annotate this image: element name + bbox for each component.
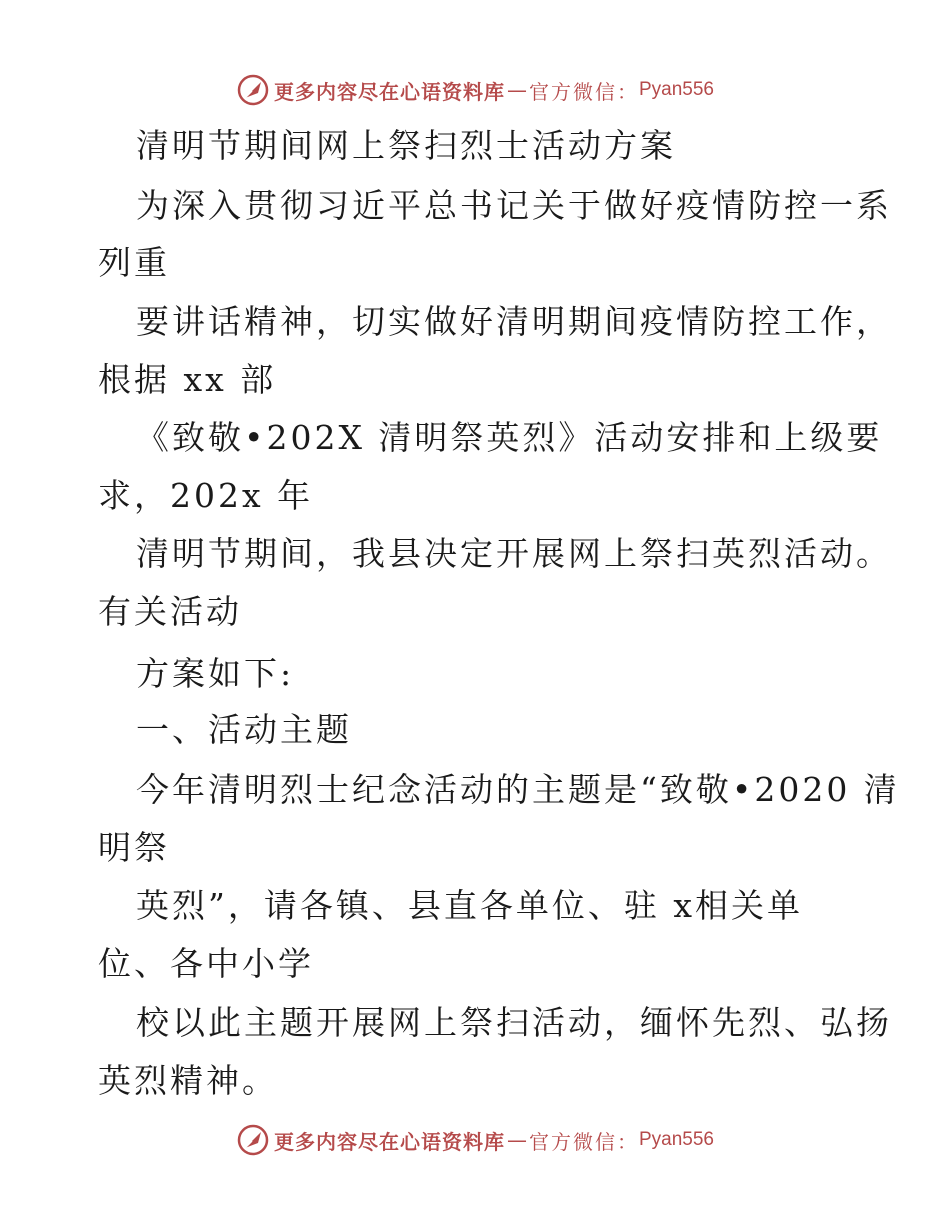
watermark-group — [236, 1123, 714, 1157]
watermark-id: Pyan556 — [638, 79, 714, 100]
doc-line: 要讲话精神，切实做好清明期间疫情防控工作， — [136, 302, 892, 341]
watermark-dash: — — [506, 78, 527, 102]
watermark-sub-text: 官方微信： — [528, 1129, 639, 1154]
watermark-group — [236, 73, 714, 107]
watermark-main-text: 更多内容尽在心语资料库 — [273, 1129, 505, 1154]
doc-line: 位、各中小学 — [98, 944, 314, 983]
footer-watermark — [0, 1120, 950, 1160]
doc-line: 《致敬•202X 清明祭英烈》活动安排和上级要 — [136, 418, 883, 457]
quill-logo-icon — [236, 1123, 270, 1157]
doc-line: 明祭 — [98, 828, 170, 867]
doc-line: 校以此主题开展网上祭扫活动，缅怀先烈、弘扬 — [136, 1003, 892, 1042]
doc-line: 有关活动 — [98, 592, 242, 631]
watermark-sub-text: 官方微信： — [528, 79, 639, 104]
doc-line: 根据 xx 部 — [98, 360, 277, 399]
quill-logo-icon — [236, 73, 270, 107]
doc-line: 英烈精神。 — [98, 1061, 278, 1100]
doc-line: 列重 — [98, 243, 170, 282]
watermark-id: Pyan556 — [638, 1129, 714, 1150]
header-watermark — [0, 70, 950, 110]
doc-line: 求，202x 年 — [98, 476, 314, 515]
section-heading: 一、活动主题 — [136, 710, 352, 749]
doc-line: 今年清明烈士纪念活动的主题是“致敬•2020 清 — [136, 770, 900, 809]
doc-line: 方案如下: — [136, 654, 295, 693]
doc-line: 清明节期间，我县决定开展网上祭扫英烈活动。 — [136, 534, 892, 573]
watermark-main-text: 更多内容尽在心语资料库 — [273, 79, 505, 104]
doc-line: 英烈”，请各镇、县直各单位、驻 x相关单 — [136, 886, 803, 925]
doc-title: 清明节期间网上祭扫烈士活动方案 — [136, 126, 676, 165]
doc-line: 为深入贯彻习近平总书记关于做好疫情防控一系 — [136, 186, 892, 225]
watermark-dash: — — [506, 1128, 527, 1152]
